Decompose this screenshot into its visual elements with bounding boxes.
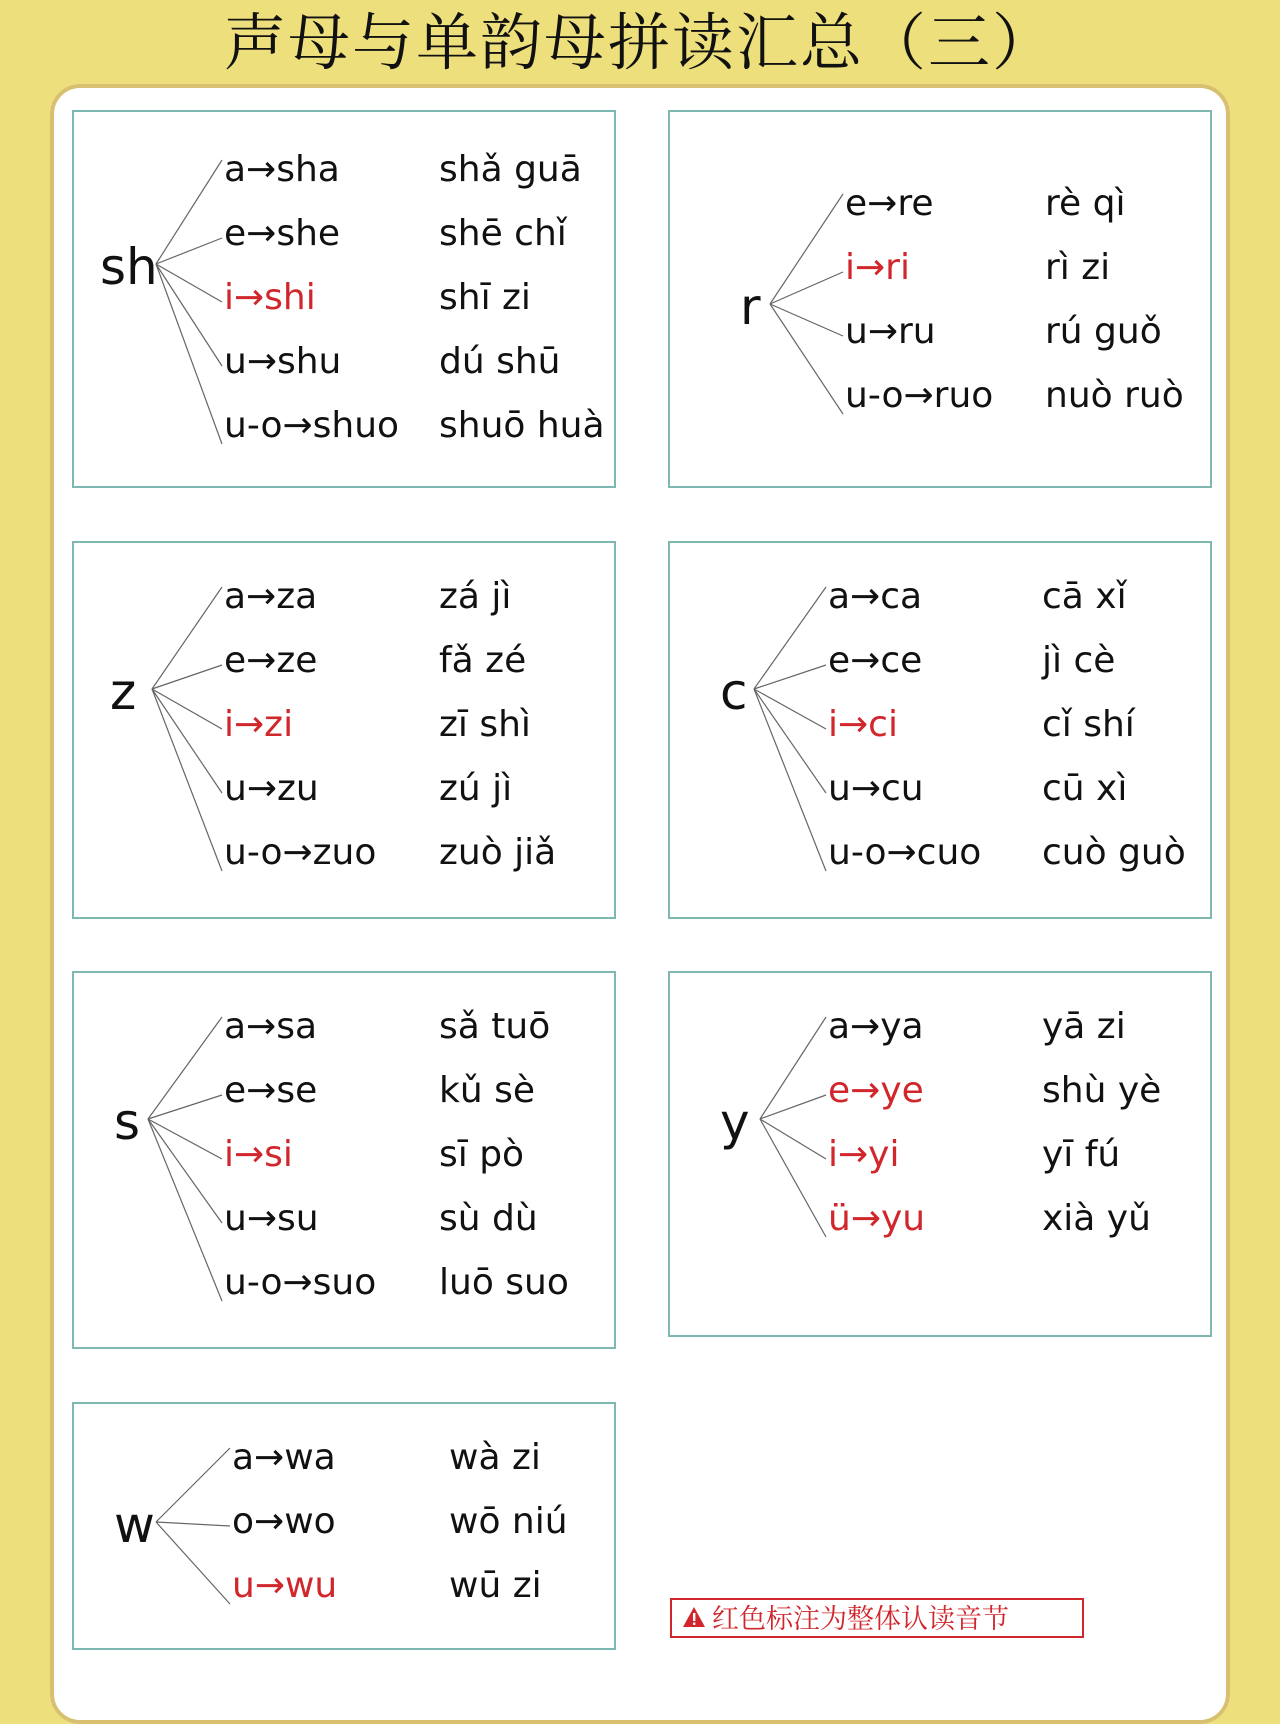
fan-line [156, 264, 222, 444]
initial-letter: sh [100, 238, 158, 296]
fan-line [156, 1522, 230, 1526]
fan-line [152, 665, 222, 689]
spelling-z-0: a→za [224, 576, 318, 617]
fan-line [148, 1119, 222, 1301]
card-z [72, 541, 616, 919]
example-word-s-3: sù dù [439, 1198, 538, 1239]
fan-line [754, 689, 826, 729]
page-title: 声母与单韵母拼读汇总（三） [223, 6, 1056, 79]
fan-line [152, 587, 222, 689]
example-word-s-2: sī pò [439, 1134, 525, 1175]
example-word-y-0: yā zi [1042, 1006, 1126, 1047]
example-word-r-3: nuò ruò [1045, 375, 1184, 416]
fan-line [148, 1119, 222, 1223]
spelling-y-3: ü→yu [828, 1198, 926, 1239]
spelling-r-0: e→re [845, 183, 934, 224]
spelling-s-4: u-o→suo [224, 1262, 377, 1303]
fan-line [156, 1448, 230, 1522]
example-word-z-4: zuò jiǎ [439, 832, 557, 873]
legend-note [670, 1598, 1084, 1638]
fan-line [754, 689, 826, 793]
example-word-sh-2: shī zi [439, 277, 531, 318]
fan-line [148, 1095, 222, 1119]
spelling-sh-2: i→shi [224, 277, 316, 318]
fan-line [754, 587, 826, 689]
spelling-r-2: u→ru [845, 311, 936, 352]
example-word-sh-1: shē chǐ [439, 213, 567, 254]
fan-line [754, 665, 826, 689]
example-word-y-3: xià yǔ [1042, 1198, 1151, 1239]
spelling-c-1: e→ce [828, 640, 923, 681]
spelling-sh-3: u→shu [224, 341, 342, 382]
warning-icon [682, 1600, 706, 1640]
spelling-w-2: u→wu [232, 1565, 338, 1606]
spelling-w-0: a→wa [232, 1437, 336, 1478]
example-word-z-3: zú jì [439, 768, 513, 809]
fan-line [152, 689, 222, 793]
example-word-sh-4: shuō huà [439, 405, 605, 446]
spelling-c-4: u-o→cuo [828, 832, 982, 873]
example-word-c-4: cuò guò [1042, 832, 1186, 873]
fan-line [156, 264, 222, 366]
card-w [72, 1402, 616, 1650]
initial-letter: w [114, 1496, 155, 1554]
spelling-y-2: i→yi [828, 1134, 900, 1175]
example-word-w-2: wū zi [449, 1565, 542, 1606]
spelling-s-2: i→si [224, 1134, 293, 1175]
card-sh [72, 110, 616, 488]
example-word-w-1: wō niú [449, 1501, 568, 1542]
fan-lines-y [670, 973, 1210, 1335]
spelling-z-2: i→zi [224, 704, 294, 745]
fan-line [760, 1017, 826, 1119]
initial-letter: s [114, 1093, 141, 1151]
spelling-s-0: a→sa [224, 1006, 318, 1047]
fan-line [760, 1119, 826, 1237]
spelling-sh-4: u-o→shuo [224, 405, 400, 446]
example-word-r-0: rè qì [1045, 183, 1126, 224]
example-word-z-1: fǎ zé [439, 640, 527, 681]
spelling-s-3: u→su [224, 1198, 319, 1239]
fan-line [152, 689, 222, 871]
spelling-s-1: e→se [224, 1070, 318, 1111]
card-y [668, 971, 1212, 1337]
spelling-y-0: a→ya [828, 1006, 924, 1047]
example-word-sh-0: shǎ guā [439, 149, 582, 190]
example-word-sh-3: dú shū [439, 341, 561, 382]
example-word-c-1: jì cè [1042, 640, 1116, 681]
initial-letter: r [740, 278, 761, 336]
spelling-c-0: a→ca [828, 576, 923, 617]
spelling-c-3: u→cu [828, 768, 924, 809]
fan-line [156, 1522, 230, 1604]
example-word-y-2: yī fú [1042, 1134, 1121, 1175]
example-word-c-3: cū xì [1042, 768, 1128, 809]
spelling-y-1: e→ye [828, 1070, 924, 1111]
spelling-r-1: i→ri [845, 247, 910, 288]
card-s [72, 971, 616, 1349]
card-c [668, 541, 1212, 919]
spelling-sh-1: e→she [224, 213, 341, 254]
example-word-r-1: rì zi [1045, 247, 1111, 288]
spelling-w-1: o→wo [232, 1501, 336, 1542]
example-word-s-1: kǔ sè [439, 1070, 536, 1111]
spelling-z-3: u→zu [224, 768, 319, 809]
example-word-c-0: cā xǐ [1042, 576, 1127, 617]
example-word-c-2: cǐ shí [1042, 704, 1135, 745]
example-word-z-2: zī shì [439, 704, 531, 745]
example-word-r-2: rú guǒ [1045, 311, 1162, 352]
example-word-y-1: shù yè [1042, 1070, 1162, 1111]
spelling-r-3: u-o→ruo [845, 375, 994, 416]
fan-line [156, 264, 222, 302]
spelling-c-2: i→ci [828, 704, 898, 745]
example-word-s-0: sǎ tuō [439, 1006, 551, 1047]
initial-letter: y [720, 1093, 750, 1151]
fan-line [760, 1119, 826, 1159]
spelling-z-4: u-o→zuo [224, 832, 377, 873]
fan-line [156, 238, 222, 264]
spelling-z-1: e→ze [224, 640, 318, 681]
initial-letter: c [720, 663, 748, 721]
fan-line [156, 160, 222, 264]
example-word-s-4: luō suo [439, 1262, 569, 1303]
fan-line [148, 1119, 222, 1159]
card-r [668, 110, 1212, 488]
fan-line [754, 689, 826, 871]
initial-letter: z [110, 663, 137, 721]
legend-note-text: 红色标注为整体认读音节 [712, 1604, 1009, 1635]
example-word-z-0: zá jì [439, 576, 512, 617]
fan-line [152, 689, 222, 729]
fan-line [148, 1017, 222, 1119]
example-word-w-0: wà zi [449, 1437, 541, 1478]
fan-line [760, 1095, 826, 1119]
spelling-sh-0: a→sha [224, 149, 340, 190]
